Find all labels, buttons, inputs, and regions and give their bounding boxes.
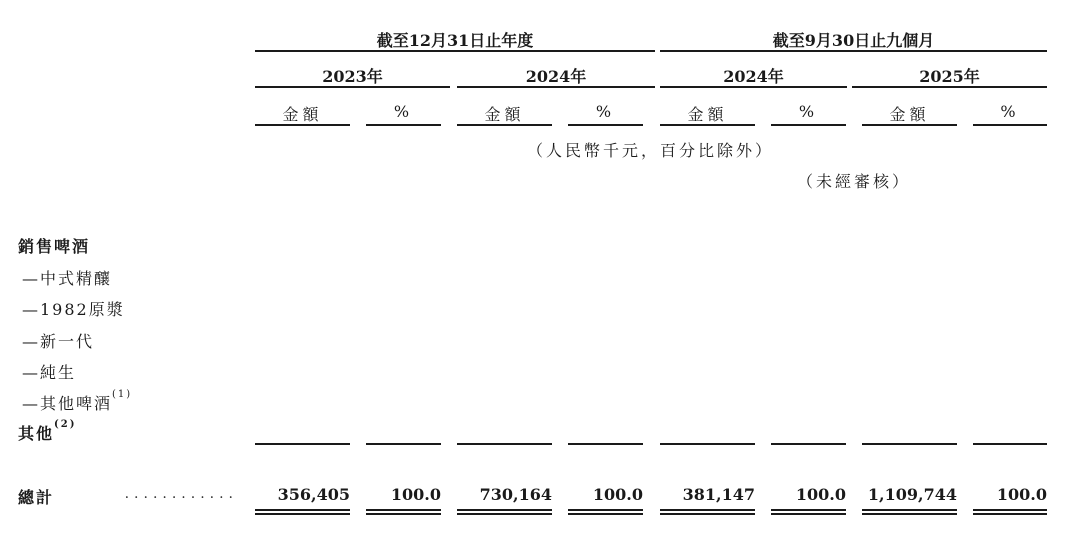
total-cell: 730,164 xyxy=(479,485,552,504)
rule-col xyxy=(973,124,1047,126)
rule-year-4 xyxy=(852,86,1047,88)
rule-col xyxy=(457,124,552,126)
rule-subtotal xyxy=(457,443,552,445)
col-header-pct: % xyxy=(595,102,616,121)
col-header-pct: % xyxy=(798,102,819,121)
rule-subtotal xyxy=(255,443,350,445)
double-rule-top xyxy=(660,509,755,511)
year-header-2025-9m: 2025年 xyxy=(919,67,980,86)
double-rule-top xyxy=(255,509,350,511)
rule-year-2 xyxy=(457,86,655,88)
col-header-pct: % xyxy=(393,102,414,121)
total-cell: 1,109,744 xyxy=(867,485,957,504)
row-label xyxy=(22,266,112,289)
year-header-2024: 2024年 xyxy=(525,67,587,86)
total-cell: 381,147 xyxy=(682,485,755,504)
rule-col xyxy=(366,124,441,126)
double-rule-bottom xyxy=(973,513,1047,515)
footnote-ref: (1) xyxy=(112,389,133,400)
dot-leader: ............ xyxy=(124,486,238,502)
double-rule-bottom xyxy=(255,513,350,515)
rule-subtotal xyxy=(660,443,755,445)
rule-subtotal xyxy=(862,443,957,445)
row-label xyxy=(22,391,132,414)
total-label: 總計 xyxy=(18,488,55,507)
row-label xyxy=(18,234,90,257)
double-rule-bottom xyxy=(457,513,552,515)
row-label-text: 其他 xyxy=(18,424,55,443)
row-label-text: —新一代 xyxy=(22,332,95,351)
rule-group2 xyxy=(660,50,1047,52)
row-label xyxy=(22,329,94,352)
rule-year-1 xyxy=(255,86,450,88)
double-rule-bottom xyxy=(366,513,441,515)
rule-col xyxy=(771,124,846,126)
row-label xyxy=(22,360,76,383)
rule-col xyxy=(255,124,350,126)
total-cell: 100.0 xyxy=(996,485,1047,504)
row-label-text: —1982原漿 xyxy=(22,300,125,319)
double-rule-top xyxy=(568,509,643,511)
rule-year-3 xyxy=(660,86,847,88)
col-header-amount: 金額 xyxy=(282,105,323,124)
double-rule-top xyxy=(457,509,552,511)
row-label-text: —中式精釀 xyxy=(22,269,113,288)
period-header-full-year: 截至12月31日止年度 xyxy=(376,31,534,50)
period-header-nine-months: 截至9月30日止九個月 xyxy=(772,31,935,50)
rule-col xyxy=(862,124,957,126)
double-rule-bottom xyxy=(862,513,957,515)
double-rule-top xyxy=(366,509,441,511)
double-rule-top xyxy=(771,509,846,511)
double-rule-top xyxy=(973,509,1047,511)
row-label-text: —純生 xyxy=(22,363,77,382)
col-header-amount: 金額 xyxy=(889,105,930,124)
total-cell: 356,405 xyxy=(277,485,350,504)
total-cell: 100.0 xyxy=(390,485,441,504)
unit-note: （人民幣千元，百分比除外） xyxy=(527,141,775,160)
unaudited-note: （未經審核） xyxy=(797,172,912,191)
year-header-2023: 2023年 xyxy=(322,67,383,86)
col-header-amount: 金額 xyxy=(484,105,525,124)
row-label-text: 銷售啤酒 xyxy=(18,237,91,256)
rule-col xyxy=(568,124,643,126)
rule-subtotal xyxy=(771,443,846,445)
rule-subtotal xyxy=(973,443,1047,445)
double-rule-bottom xyxy=(771,513,846,515)
total-cell: 100.0 xyxy=(592,485,643,504)
total-cell: 100.0 xyxy=(795,485,846,504)
col-header-amount: 金額 xyxy=(687,105,728,124)
row-label xyxy=(22,297,125,320)
rule-group1 xyxy=(255,50,655,52)
rule-subtotal xyxy=(366,443,441,445)
double-rule-bottom xyxy=(568,513,643,515)
double-rule-bottom xyxy=(660,513,755,515)
rule-subtotal xyxy=(568,443,643,445)
row-label-text: —其他啤酒 xyxy=(22,394,113,413)
footnote-ref: (2) xyxy=(54,419,77,430)
row-label xyxy=(18,421,76,444)
rule-col xyxy=(660,124,755,126)
col-header-pct: % xyxy=(1000,102,1020,121)
double-rule-top xyxy=(862,509,957,511)
year-header-2024-9m: 2024年 xyxy=(723,67,784,86)
